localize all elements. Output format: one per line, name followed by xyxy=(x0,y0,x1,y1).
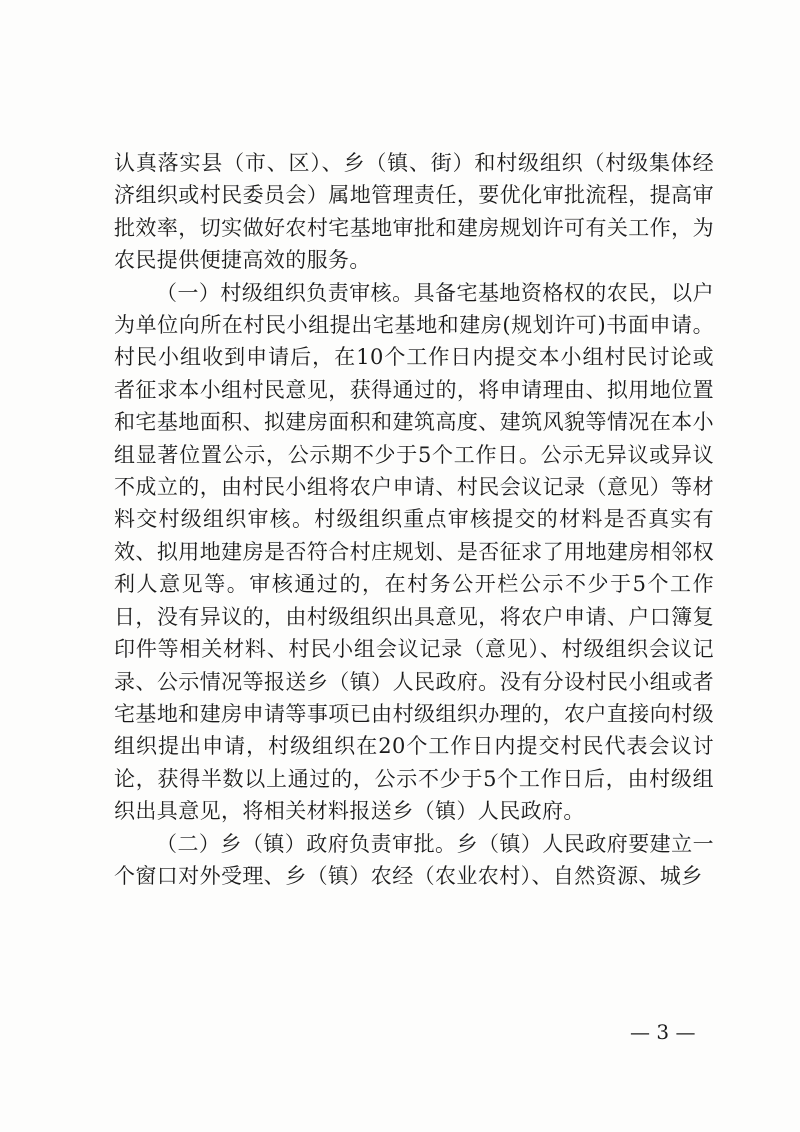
page-number: — 3 — xyxy=(630,1020,696,1044)
paragraph-1: 认真落实县（市、区）、乡（镇、街）和村级组织（村级集体经济组织或村民委员会）属地管理责任，要优化审批流程，提高审批效率，切实做好农村宅基地审批和建房规划许可有关工作，为农民提供便捷高效的服务。 xyxy=(114,151,714,273)
document-body xyxy=(114,147,714,892)
paragraph-2: （一）村级组织负责审核。具备宅基地资格权的农民，以户为单位向所在村民小组提出宅基地和建房(规划许可)书面申请。村民小组收到申请后，在10个工作日内提交本小组村民讨论或者征求本小组村民意见，获得通过的，将申请理由、拟用地位置和宅基地面积、拟建房面积和建筑高度、建筑风貌等情况在本小组显著位置公示，公示期不少于5个工作日。公示无异议或异议不成立的，由村民小组将农户申请、村民会议记录（意见）等材料交村级组织审核。村级组织重点审核提交的材料是否真实有效、拟用地建房是否符合村庄规划、是否征求了用地建房相邻权利人意见等。审核通过的，在村务公开栏公示不少于5个工作日，没有异议的，由村级组织出具意见，将农户申请、户口簿复印件等相关材料、村民小组会议记录（意见）、村级组织会议记录、公示情况等报送乡（镇）人民政府。没有分设村民小组或者宅基地和建房申请等事项已由村级组织办理的，农户直接向村级组织提出申请，村级组织在20个工作日内提交村民代表会议讨论，获得半数以上通过的，公示不少于5个工作日后，由村级组织出具意见，将相关材料报送乡（镇）人民政府。 xyxy=(114,280,714,824)
paragraph-3: （二）乡（镇）政府负责审批。乡（镇）人民政府要建立一个窗口对外受理、乡（镇）农经（农业农村）、自然资源、城乡 xyxy=(114,831,714,888)
